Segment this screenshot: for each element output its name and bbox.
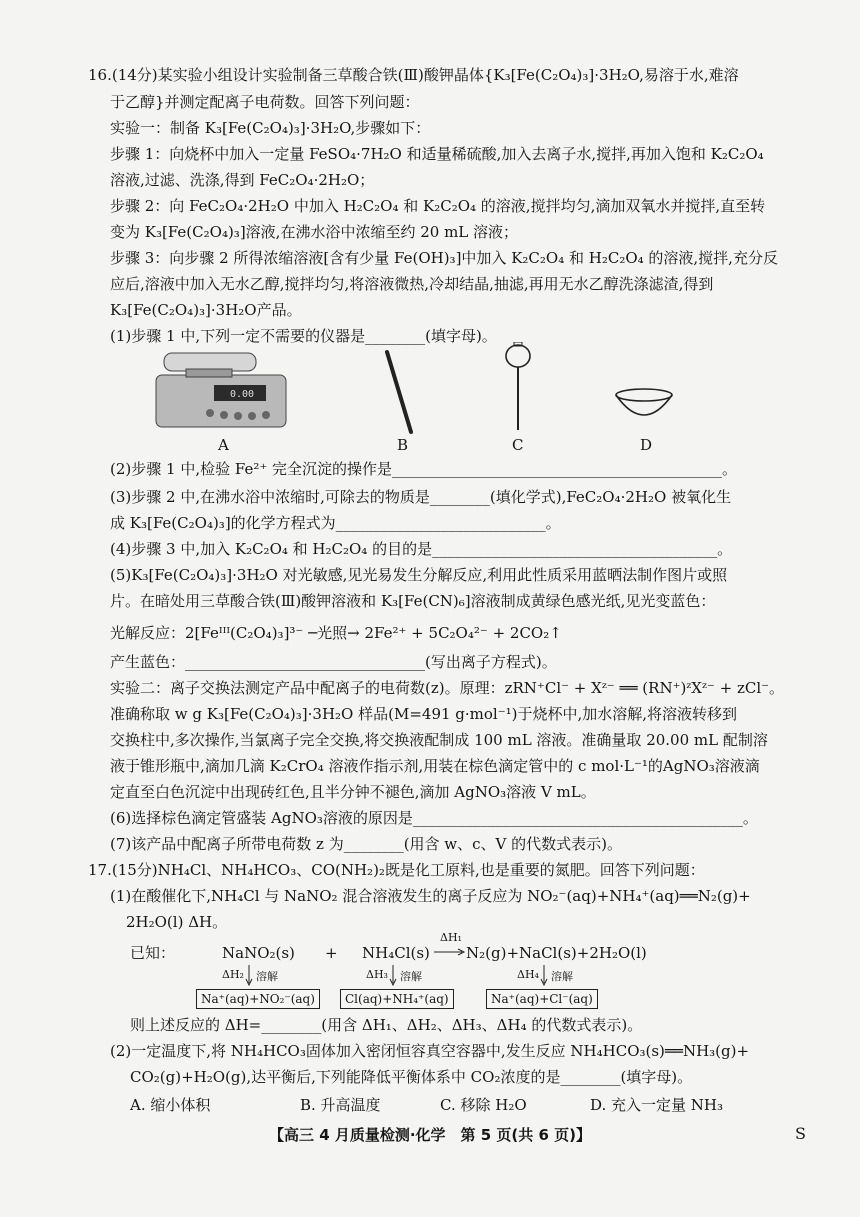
- svg-text:0.00: 0.00: [230, 389, 255, 400]
- dh4-arrow: [539, 965, 549, 987]
- glass-rod-figure: [375, 348, 425, 438]
- corner-mark: S: [795, 1124, 806, 1143]
- q17-line1: 17.(15分)NH₄Cl、NH₄HCO₃、CO(NH₂)₂既是化工原料,也是重要的氮肥。回答下列问题：: [88, 861, 705, 879]
- q16-exp2-line4: 液于锥形瓶中,滴加几滴 K₂CrO₄ 溶液作指示剂,用装在棕色滴定管中的 c mol·L⁻¹的AgNO₃溶液滴: [110, 757, 760, 775]
- reactant-nh4cl: NH₄Cl(s): [362, 944, 430, 962]
- dh1-label: ΔH₁: [440, 931, 462, 944]
- funnel-figure: [500, 342, 540, 434]
- dh2-arrow: [244, 965, 254, 987]
- q16-part5b: 片。在暗处用三草酸合铁(Ⅲ)酸钾溶液和 K₃[Fe(CN)₆]溶液制成黄绿色感光纸,见光变蓝色：: [110, 592, 716, 610]
- q16-part4: (4)步骤 3 中,加入 K₂C₂O₄ 和 H₂C₂O₄ 的目的是______________________________________。: [110, 540, 733, 558]
- label-d: D: [640, 436, 653, 454]
- box-na-cl: Na⁺(aq)+Cl⁻(aq): [486, 989, 598, 1009]
- reactant-nano2: NaNO₂(s): [222, 944, 295, 962]
- q16-line8: 步骤 3：向步骤 2 所得浓缩溶液[含有少量 Fe(OH)₃]中加入 K₂C₂O₄ 和 H₂C₂O₄ 的溶液,搅拌,充分反: [110, 249, 778, 267]
- dh3-arrow: [388, 965, 398, 987]
- box-cl-nh4: Cl(aq)+NH₄⁺(aq): [340, 989, 454, 1009]
- q17-part2-line1: (2)一定温度下,将 NH₄HCO₃固体加入密闭恒容真空容器中,发生反应 NH₄HCO₃(s)══NH₃(g)+: [110, 1042, 750, 1060]
- q16-part5c: 光解反应：2[Feᴵᴵᴵ(C₂O₄)₃]³⁻ ─光照→ 2Fe²⁺ + 5C₂O₄²⁻ + 2CO₂↑: [110, 624, 562, 642]
- q16-line5: 溶液,过滤、洗涤,得到 FeC₂O₄·2H₂O；: [110, 171, 375, 189]
- q16-line9: 应后,溶液中加入无水乙醇,搅拌均匀,将溶液微热,冷却结晶,抽滤,再用无水乙醇洗涤滤渣,得到: [110, 275, 714, 293]
- known-label: 已知：: [130, 944, 176, 962]
- q16-exp2-line2: 准确称取 w g K₃[Fe(C₂O₄)₃]·3H₂O 样品(M=491 g·mol⁻¹)于烧杯中,加水溶解,将溶液转移到: [110, 705, 738, 723]
- q16-exp2-line1: 实验二：离子交换法测定产品中配离子的电荷数(z)。原理：zRN⁺Cl⁻ + Xᶻ⁻ ══ (RN⁺)ᶻXᶻ⁻ + zCl⁻。: [110, 679, 785, 697]
- q16-part3b: 成 K₃[Fe(C₂O₄)₃]的化学方程式为____________________________。: [110, 514, 561, 532]
- label-a: A: [218, 436, 229, 454]
- dissolve-label-1: 溶解: [256, 970, 278, 983]
- balance-figure: [150, 335, 300, 435]
- q16-part5a: (5)K₃[Fe(C₂O₄)₃]·3H₂O 对光敏感,见光易发生分解反应,利用此性质采用蓝晒法制作图片或照: [110, 566, 728, 584]
- q16-part5d: 产生蓝色：________________________________(写出离子方程式)。: [110, 653, 557, 671]
- dissolve-label-2: 溶解: [400, 970, 422, 983]
- products: N₂(g)+NaCl(s)+2H₂O(l): [466, 944, 647, 962]
- option-d: D. 充入一定量 NH₃: [590, 1096, 724, 1114]
- q16-part7: (7)该产品中配离子所带电荷数 z 为________(用含 w、c、V 的代数式表示)。: [110, 835, 623, 853]
- label-b: B: [397, 436, 409, 454]
- dh3-label: ΔH₃: [366, 968, 388, 981]
- q16-exp2-line3: 交换柱中,多次操作,当氯离子完全交换,将交换液配制成 100 mL 溶液。准确量取 20.00 mL 配制溶: [110, 731, 768, 749]
- option-a: A. 缩小体积: [130, 1096, 211, 1114]
- plus-sign: +: [325, 944, 338, 962]
- q17-line2: (1)在酸催化下,NH₄Cl 与 NaNO₂ 混合溶液发生的离子反应为 NO₂⁻(aq)+NH₄⁺(aq)══N₂(g)+: [110, 887, 751, 905]
- q17-part2-line2: CO₂(g)+H₂O(g),达平衡后,下列能降低平衡体系中 CO₂浓度的是________(填字母)。: [130, 1068, 693, 1086]
- q16-exp2-line5: 定直至白色沉淀中出现砖红色,且半分钟不褪色,滴加 AgNO₃溶液 V mL。: [110, 783, 596, 801]
- q16-part2: (2)步骤 1 中,检验 Fe²⁺ 完全沉淀的操作是____________________________________________。: [110, 460, 738, 478]
- dh1-arrow: [434, 947, 466, 957]
- q16-line6: 步骤 2：向 FeC₂O₄·2H₂O 中加入 H₂C₂O₄ 和 K₂C₂O₄ 的溶液,搅拌均匀,滴加双氧水并搅拌,直至转: [110, 197, 766, 215]
- box-na-no2: Na⁺(aq)+NO₂⁻(aq): [196, 989, 320, 1009]
- q17-line3: 2H₂O(l) ΔH。: [126, 913, 228, 931]
- q16-line1: 16.(14分)某实验小组设计实验制备三草酸合铁(Ⅲ)酸钾晶体{K₃[Fe(C₂O₄)₃]·3H₂O,易溶于水,难溶: [88, 66, 739, 84]
- q16-part3a: (3)步骤 2 中,在沸水浴中浓缩时,可除去的物质是________(填化学式),FeC₂O₄·2H₂O 被氧化生: [110, 488, 732, 506]
- q16-line2: 于乙醇}并测定配离子电荷数。回答下列问题：: [110, 93, 420, 111]
- dh4-label: ΔH₄: [517, 968, 539, 981]
- q16-line7: 变为 K₃[Fe(C₂O₄)₃]溶液,在沸水浴中浓缩至约 20 mL 溶液；: [110, 223, 519, 241]
- option-c: C. 移除 H₂O: [440, 1096, 527, 1114]
- page-footer: 【高三 4 月质量检测·化学 第 5 页(共 6 页)】: [268, 1126, 592, 1144]
- q16-part6: (6)选择棕色滴定管盛装 AgNO₃溶液的原因是____________________________________________。: [110, 809, 758, 827]
- option-b: B. 升高温度: [300, 1096, 381, 1114]
- label-c: C: [512, 436, 524, 454]
- q16-line3: 实验一：制备 K₃[Fe(C₂O₄)₃]·3H₂O,步骤如下：: [110, 119, 431, 137]
- q16-line4: 步骤 1：向烧杯中加入一定量 FeSO₄·7H₂O 和适量稀硫酸,加入去离子水,搅拌,再加入饱和 K₂C₂O₄: [110, 145, 764, 163]
- evaporating-dish-figure: [612, 385, 676, 429]
- q17-part1-answer: 则上述反应的 ΔH=________(用含 ΔH₁、ΔH₂、ΔH₃、ΔH₄ 的代数式表示)。: [130, 1016, 643, 1034]
- dissolve-label-3: 溶解: [551, 970, 573, 983]
- q16-part1: (1)步骤 1 中,下列一定不需要的仪器是________(填字母)。: [110, 327, 497, 345]
- q16-line10: K₃[Fe(C₂O₄)₃]·3H₂O产品。: [110, 301, 302, 319]
- dh2-label: ΔH₂: [222, 968, 244, 981]
